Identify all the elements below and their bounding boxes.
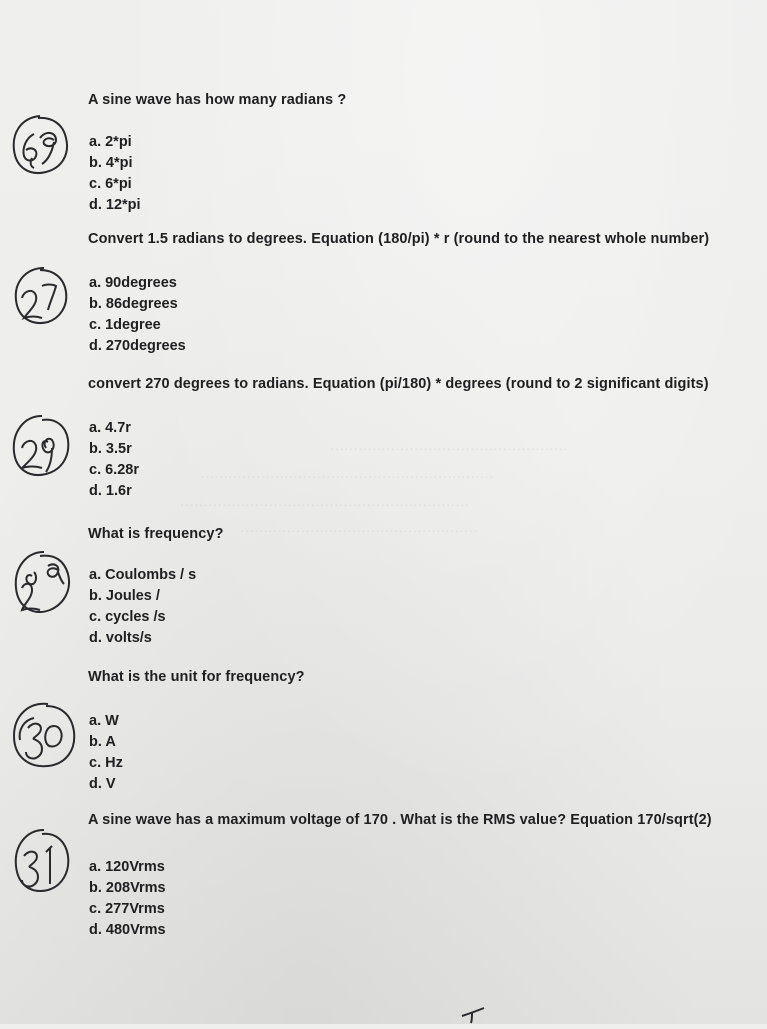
question-1 — [88, 92, 346, 108]
question-4 — [88, 526, 224, 542]
handwritten-number-31 — [8, 826, 72, 903]
show-through-text: ······························································ — [180, 496, 470, 512]
option-d[interactable]: d. 12*pi — [89, 197, 141, 213]
question-2-options — [89, 273, 186, 357]
option-a[interactable]: a. 2*pi — [89, 134, 132, 150]
option-c[interactable]: c. cycles /s — [89, 609, 166, 625]
question-4-options — [89, 565, 196, 649]
question-6-prompt: A sine wave has a maximum voltage of 170 . What is the RMS value? Equation 170/sqrt(2) — [88, 812, 712, 828]
option-b[interactable]: b. Joules / — [89, 588, 160, 604]
handwritten-number-29 — [8, 548, 74, 625]
question-5-options — [89, 711, 123, 795]
option-d[interactable]: d. V — [89, 776, 116, 792]
question-1-options — [89, 132, 141, 216]
question-5 — [88, 669, 305, 685]
option-a[interactable]: a. 90degrees — [89, 275, 177, 291]
question-6 — [88, 812, 712, 828]
question-2-prompt: Convert 1.5 radians to degrees. Equation (180/pi) * r (round to the nearest whole number) — [88, 231, 710, 247]
option-d[interactable]: d. 1.6r — [89, 483, 132, 499]
option-c[interactable]: c. 277Vrms — [89, 901, 165, 917]
pen-tick-mark — [460, 1004, 486, 1029]
option-c[interactable]: c. 6*pi — [89, 176, 132, 192]
question-3-options — [89, 418, 139, 502]
question-3-prompt: convert 270 degrees to radians. Equation (pi/180) * degrees (round to 2 significant digits) — [88, 376, 709, 392]
option-b[interactable]: b. A — [89, 734, 116, 750]
option-b[interactable]: b. 4*pi — [89, 155, 133, 171]
option-b[interactable]: b. 208Vrms — [89, 880, 166, 896]
option-d[interactable]: d. 480Vrms — [89, 922, 166, 938]
question-1-prompt: A sine wave has how many radians ? — [88, 92, 347, 108]
handwritten-number-26 — [8, 112, 72, 183]
option-c[interactable]: c. Hz — [89, 755, 123, 771]
question-4-prompt: What is frequency? — [88, 526, 224, 542]
question-2 — [88, 231, 709, 247]
option-c[interactable]: c. 6.28r — [89, 462, 139, 478]
option-b[interactable]: b. 3.5r — [89, 441, 132, 457]
handwritten-number-28 — [8, 412, 72, 487]
show-through-text: ··················································· — [330, 440, 568, 456]
show-through-text: ··················································· — [240, 522, 478, 538]
question-3 — [88, 376, 709, 392]
option-d[interactable]: d. 270degrees — [89, 338, 186, 354]
option-a[interactable]: a. 120Vrms — [89, 859, 165, 875]
option-a[interactable]: a. Coulombs / s — [89, 567, 197, 583]
option-a[interactable]: a. 4.7r — [89, 420, 131, 436]
question-6-options — [89, 857, 166, 941]
option-b[interactable]: b. 86degrees — [89, 296, 178, 312]
show-through-text: ······························································· — [200, 468, 494, 484]
question-5-prompt: What is the unit for frequency? — [88, 669, 305, 685]
option-c[interactable]: c. 1degree — [89, 317, 161, 333]
handwritten-number-27 — [8, 264, 72, 335]
handwritten-number-30 — [8, 700, 80, 777]
option-d[interactable]: d. volts/s — [89, 630, 152, 646]
option-a[interactable]: a. W — [89, 713, 119, 729]
